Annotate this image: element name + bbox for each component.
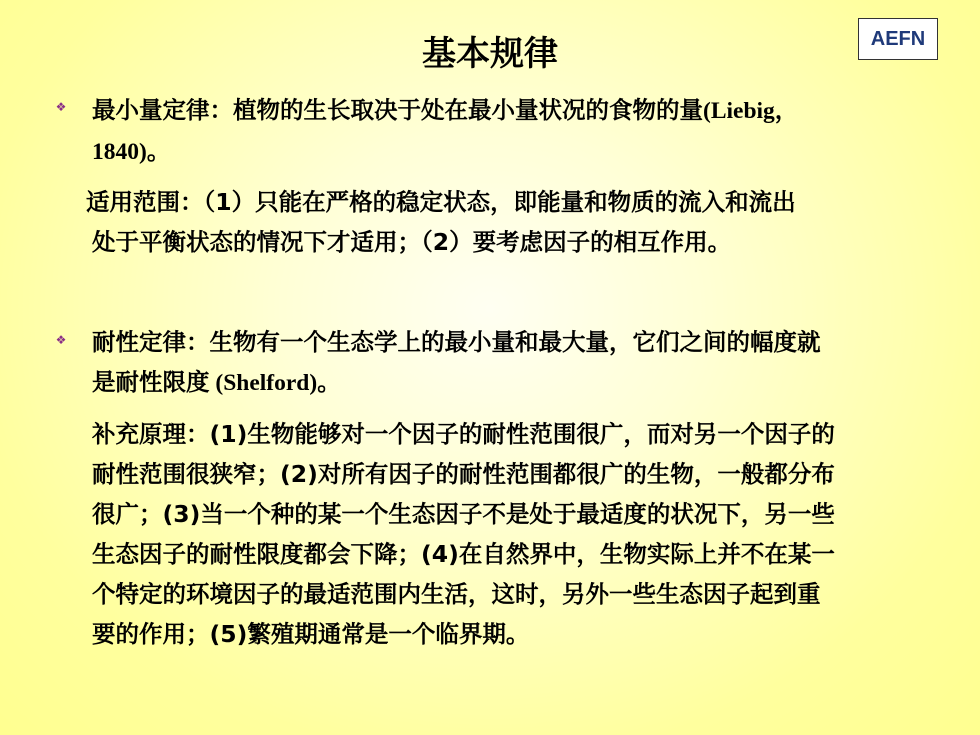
law1-label: 最小量定律：植物的生长取决于处在最小量状况的食物的量 [92, 96, 703, 124]
supp-line: 很广；(3)当一个种的某一个生态因子不是处于最适度的状况下，另一些 [92, 500, 835, 528]
diamond-bullet-icon: ❖ [55, 333, 67, 347]
law1-scope-line1: 适用范围：（1）只能在严格的稳定状态，即能量和物质的流入和流出 [86, 188, 796, 216]
law1-ref: (Liebig， [703, 98, 799, 124]
law2-line2-text: 是耐性限度 [92, 368, 210, 396]
law2-line2 [92, 362, 952, 403]
diamond-bullet-icon: ❖ [55, 100, 67, 114]
law1-paragraph [92, 90, 952, 172]
law2-supplement [92, 414, 952, 654]
law1-line1 [92, 90, 952, 131]
slide-title: 基本规律 [422, 34, 558, 74]
supp-line: 生态因子的耐性限度都会下降；(4)在自然界中，生物实际上并不在某一 [92, 540, 835, 568]
law1-line2 [92, 131, 952, 172]
aefn-badge: AEFN [858, 18, 938, 60]
law1-scope [86, 182, 946, 262]
supp-line: 个特定的环境因子的最适范围内生活，这时，另外一些生态因子起到重 [92, 580, 821, 608]
law1-scope-line2: 处于平衡状态的情况下才适用；（2）要考虑因子的相互作用。 [92, 228, 732, 256]
supp-line: 要的作用；(5)繁殖期通常是一个临界期。 [92, 620, 530, 648]
law2-line1: 耐性定律：生物有一个生态学上的最小量和最大量，它们之间的幅度就 [92, 328, 821, 356]
law1-year: 1840)。 [92, 139, 171, 165]
law2-ref: (Shelford)。 [209, 370, 341, 396]
law2-paragraph [92, 322, 952, 403]
supp-line: 耐性范围很狭窄；(2)对所有因子的耐性范围都很广的生物，一般都分布 [92, 460, 835, 488]
supp-line: 补充原理：(1)生物能够对一个因子的耐性范围很广，而对另一个因子的 [92, 420, 835, 448]
